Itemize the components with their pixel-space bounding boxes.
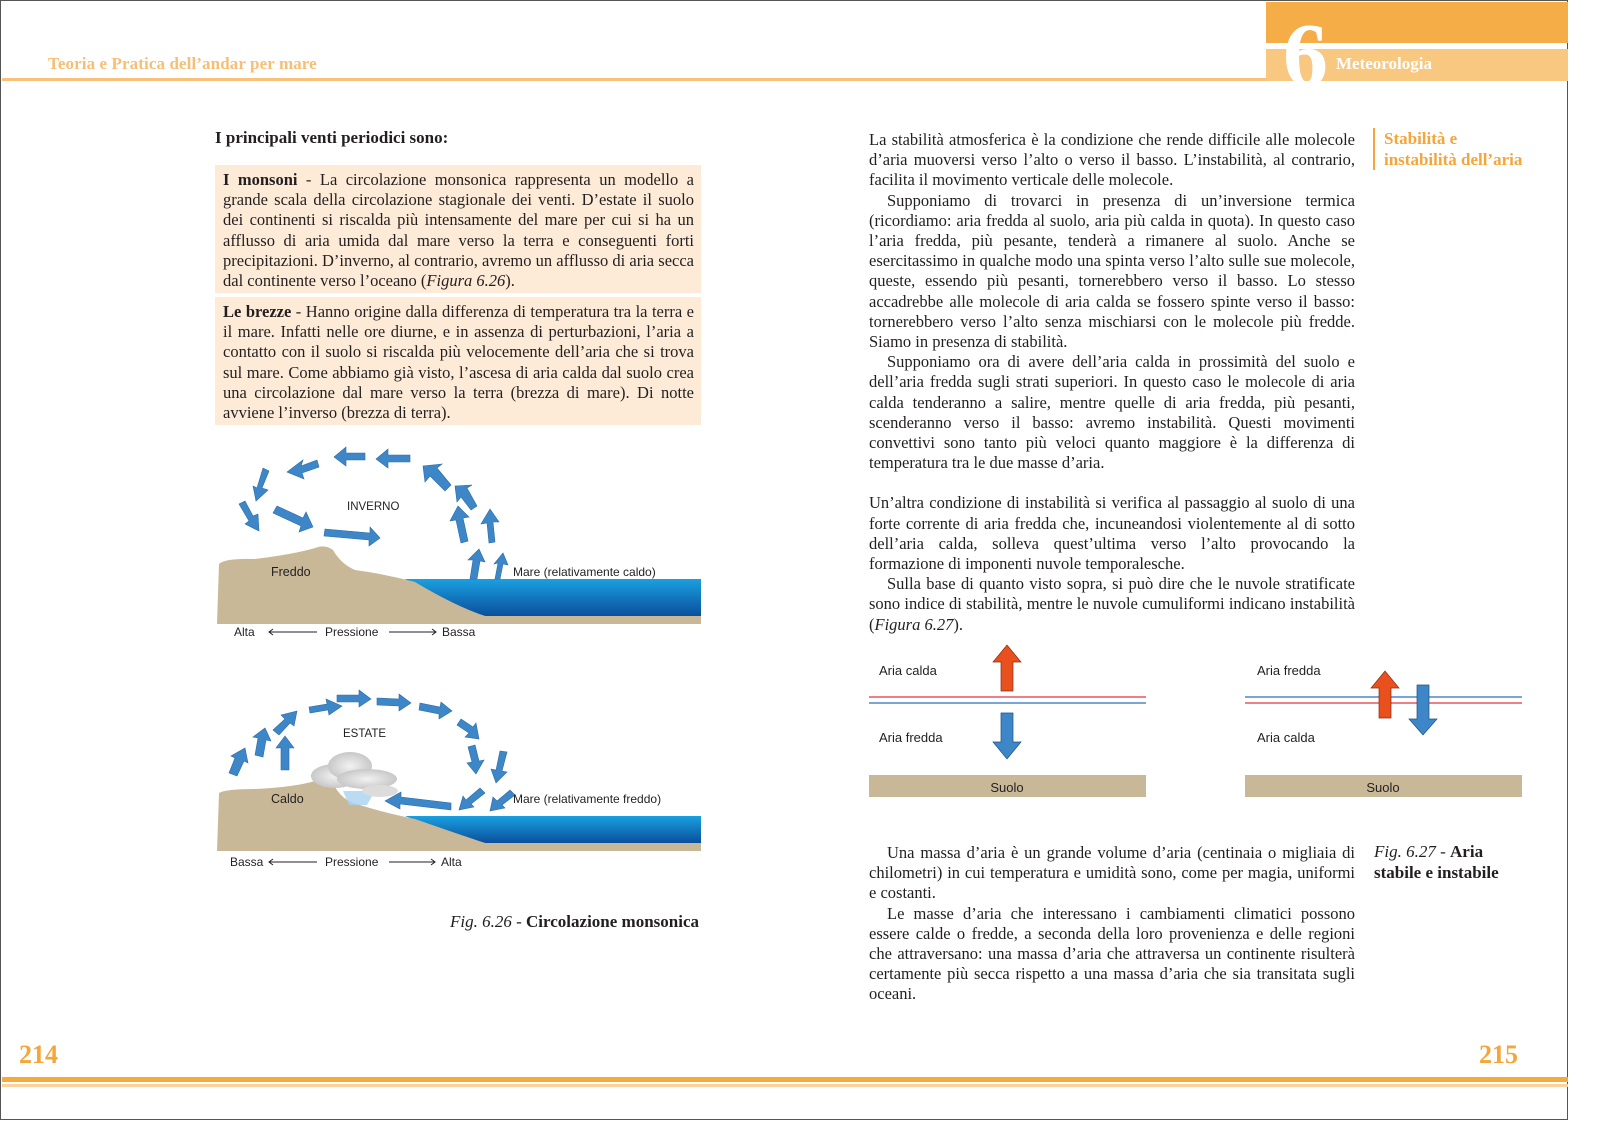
winter-monsoon-diagram [215,446,701,646]
unstable-top-label: Aria fredda [1257,663,1321,678]
summer-monsoon-diagram [215,673,701,873]
pressure-right: Bassa [442,625,476,639]
monsoons-text: - La circolazione monsonica rappresenta un modello a grande scala della circolazione stagionale dei venti. D’estate il suolo dei continenti si riscalda più intensamente del mare per cui si ha un afflusso di aria umida dal mare verso la terra e conseguenti forti precipitazioni. D’inverno, al contrario, avremo un afflusso di aria secca dal continente verso l’oceano ( [223,170,695,291]
pressure-arrow-right [389,859,435,865]
land-label: Freddo [271,565,311,579]
outer-margin-right [1568,0,1600,1143]
arrow [419,702,452,719]
season-label: ESTATE [343,728,387,740]
figure-title-line-1: Aria [1450,842,1484,861]
info-box-monsoons [215,165,701,293]
ground-label: Suolo [990,780,1024,795]
paragraph: La stabilità atmosferica è la condizione che rende difficile alle molecole d’aria muoversi verso l’alto o verso il basso. L’instabilità, al contrario, facilita il movimento verticale delle molecole. [869,130,1355,190]
cold-air-down-arrow [993,713,1021,759]
warm-air-up-arrow [1371,671,1399,718]
arrow [385,792,451,810]
arrow [377,694,411,711]
paragraph: Una massa d’aria è un grande volume d’aria (centinaia o migliaia di chilometri) in cui temperatura e umidità sono, come per magia, uniformi e costanti. [869,843,1355,903]
paragraph: Supponiamo ora di avere dell’aria calda in prossimità del suolo e dell’aria fredda sugli strati superiori. In questo caso le molecole di aria calda tenderanno a salire, mentre quelle di aria fredda, più pesanti, scenderanno verso il basso: avremo instabilità. Questi movimenti convettivi sono tanto più veloci quanto maggiore è la differenza di temperatura tra le due masse d’aria. [869,352,1355,473]
ground-label: Suolo [1366,780,1400,795]
page-number-right: 215 [1479,1040,1518,1069]
footer-rule-light [2,1084,1568,1087]
figure-ref: Figura 6.27 [874,614,954,634]
stable-bottom-label: Aria fredda [879,730,943,745]
arrow [491,751,507,783]
arrow [494,553,508,579]
chapter-title: Meteorologia [1336,54,1432,73]
season-label: INVERNO [347,501,400,513]
outer-margin-bottom [0,1120,1600,1143]
term-breezes: Le brezze [223,302,292,321]
arrow [490,790,515,811]
pressure-arrow-left [269,629,317,635]
arrow [337,690,371,707]
arrow [450,506,469,543]
chapter-tab-top [1291,2,1568,43]
figure-caption-6-27 [1374,841,1499,883]
paragraph: Supponiamo di trovarci in presenza di un’inversione termica (ricordiamo: aria fredda al suolo, aria più calda in quota). In questo caso l’aria fredda, più pesante, tenderà a rimanere al suolo. Anche se esercitassimo in qualche modo una spinta verso l’alto sulle sue molecole, queste, essendo più pesanti, tornerebbero verso il basso. Lo stesso accadrebbe alle molecole di aria calda se fossero spinte verso il basso: tornerebbero verso l’alto senza mischiarsi con le molecole più fredde. Siamo in presenza di stabilità. [869,190,1355,352]
arrow [253,468,269,501]
pressure-arrow-left [269,859,317,865]
arrow [457,719,479,739]
book-title: Teoria e Pratica dell’andar per mare [48,54,317,73]
footer-rule [2,1077,1568,1082]
arrow [459,788,485,810]
page-number-left: 214 [19,1040,58,1069]
figure-ref: Figura 6.26 [426,271,506,291]
arrow [334,447,365,466]
body-text-top [869,130,1355,635]
arrow [253,728,271,757]
body-text-bottom [869,843,1355,1005]
chapter-number: 6 [1283,6,1328,105]
pressure-arrow-right [389,629,436,635]
caption-separator: - [511,912,527,931]
pressure-right: Alta [441,855,462,869]
pressure-left: Bassa [230,855,264,869]
side-title-line-1: Stabilità e [1384,129,1458,148]
arrow [276,736,294,770]
figure-title: Circolazione monsonica [526,912,699,931]
side-title-line-2: instabilità dell’aria [1384,150,1523,169]
paragraph-text: Sulla base di quanto visto sopra, si può dire che le nuvole stratificate sono indice di stabilità, mentre le nuvole cumuliformi indicano instabilità ( [869,574,1355,634]
arrow [324,527,380,546]
figure-title-line-2: stabile e instabile [1374,863,1499,882]
paragraph-text-end: ). [953,614,963,634]
pressure-left: Alta [234,625,255,639]
arrow [287,460,319,479]
stable-air-panel [869,645,1146,797]
arrow [273,506,313,532]
arrow [376,449,410,468]
paragraph: Le masse d’aria che interessano i cambiamenti climatici possono essere calde o fredde, a seconda della loro provenienza e delle regioni che attraversano: una massa d’aria che attraversa un continente risulterà certamente più secca rispetto a una massa d’aria che sia transitata sugli oceani. [869,903,1355,1004]
paragraph [869,574,1355,635]
unstable-air-panel [1245,663,1522,797]
land-label: Caldo [271,792,304,806]
figure-number: Fig. 6.26 [449,912,512,931]
sea-label: Mare (relativamente freddo) [513,792,662,806]
breezes-text: - Hanno origine dalla differenza di temperatura tra la terra e il mare. Infatti nelle ore diurne, e in assenza di perturbazioni, l’aria a contatto con il suolo si riscalda più velocemente dell’aria che si trova sul mare. Come abbiamo già visto, l’ascesa di aria calda dal suolo crea una circolazione dal mare verso la terra (brezza di mare). Di notte avviene l’inverso (brezza di terra). [223,302,694,423]
caption-separator: - [1435,842,1451,861]
arrow [468,549,485,579]
arrow [273,711,297,735]
monsoons-text-end: ). [505,271,515,291]
info-box-breezes [215,297,701,425]
arrow [423,464,451,491]
stable-top-label: Aria calda [879,663,937,678]
sea-label: Mare (relativamente caldo) [513,565,656,579]
pressure-center: Pressione [325,625,379,639]
side-section-title [1373,128,1522,170]
figure-caption-6-26 [450,912,699,932]
cold-air-down-arrow [1409,685,1437,735]
figure-number: Fig. 6.27 [1374,842,1436,861]
warm-air-up-arrow [993,645,1021,691]
arrow [481,509,499,543]
arrow [467,745,484,774]
term-monsoons: I monsoni [223,170,298,189]
section-heading: I principali venti periodici sono: [215,128,449,147]
unstable-bottom-label: Aria calda [1257,730,1315,745]
pressure-center: Pressione [325,855,379,869]
arrow [239,501,259,531]
stability-diagram [867,637,1527,801]
arrow [229,748,248,776]
paragraph: Un’altra condizione di instabilità si verifica al passaggio al suolo di una forte corrente di aria fredda che, incuneandosi violentemente al di sotto dell’aria calda, solleva quest’ultima verso l’alto provocando la formazione di imponenti nuvole temporalesche. [869,493,1355,574]
